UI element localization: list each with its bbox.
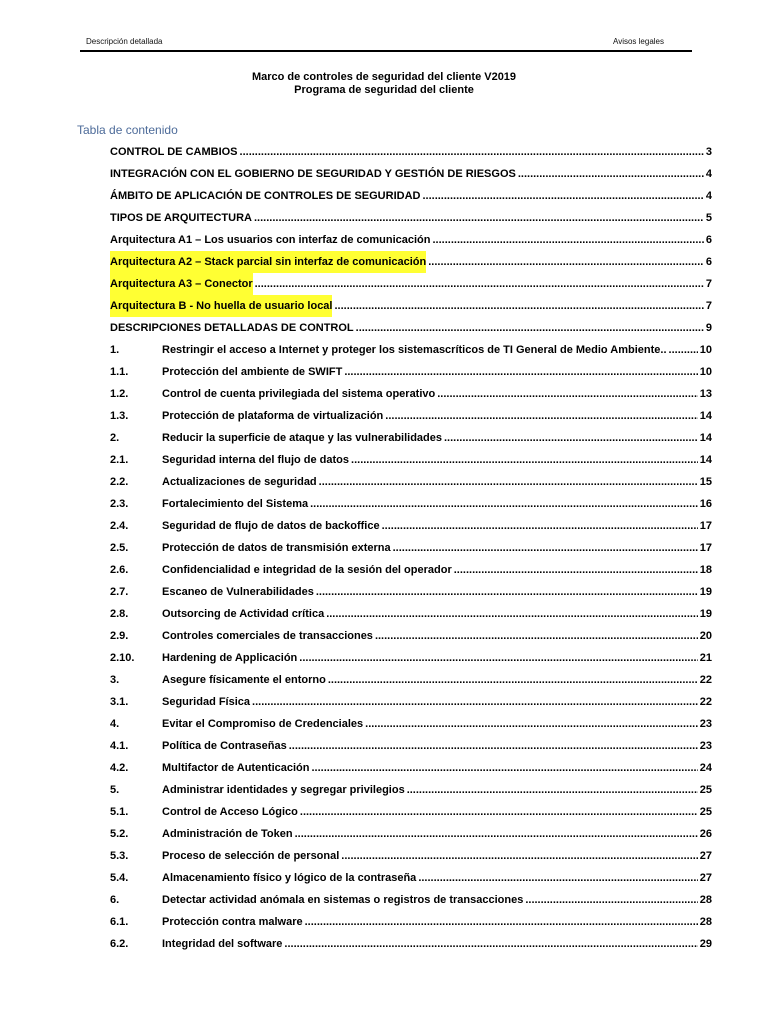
- toc-dot-leader: [428, 251, 704, 273]
- toc-entry-title: Arquitectura B - No huella de usuario local: [110, 295, 332, 317]
- toc-dot-leader: [305, 911, 698, 933]
- toc-entry-number: 3.1.: [110, 696, 129, 708]
- toc-dot-leader: [422, 185, 703, 207]
- toc-entry[interactable]: [110, 185, 712, 207]
- toc-entry-title: CONTROL DE CAMBIOS: [110, 146, 238, 158]
- toc-entry-number: 2.6.: [110, 564, 129, 576]
- toc-entry-title: Control de Acceso Lógico: [162, 806, 298, 818]
- toc-entry[interactable]: [110, 933, 712, 955]
- toc-entry-number: 5.1.: [110, 806, 129, 818]
- toc-entry[interactable]: [110, 867, 712, 889]
- toc-entry-number: 3.: [110, 674, 120, 686]
- toc-dot-leader: [365, 713, 698, 735]
- toc-entry-number: 1.2.: [110, 388, 129, 400]
- toc-entry[interactable]: [110, 427, 712, 449]
- table-of-contents: [110, 141, 712, 955]
- toc-entry[interactable]: [110, 339, 712, 361]
- toc-dot-leader: [407, 779, 698, 801]
- toc-dot-leader: [393, 537, 698, 559]
- toc-dot-leader: [351, 449, 698, 471]
- toc-entry-page: 7: [705, 300, 712, 312]
- toc-dot-leader: [669, 339, 698, 361]
- toc-entry-number: 2.3.: [110, 498, 129, 510]
- toc-entry-number: 4.2.: [110, 762, 129, 774]
- toc-entry-page: 28: [699, 894, 712, 906]
- toc-entry-page: 17: [699, 520, 712, 532]
- toc-entry-page: 16: [699, 498, 712, 510]
- toc-entry-title: Política de Contraseñas: [162, 740, 287, 752]
- toc-entry-page: 10: [699, 366, 712, 378]
- toc-entry-page: 26: [699, 828, 712, 840]
- toc-dot-leader: [240, 141, 704, 163]
- toc-entry-number: 2.4.: [110, 520, 129, 532]
- toc-entry-number: 2.2.: [110, 476, 129, 488]
- header-right-text: Avisos legales: [613, 37, 664, 46]
- toc-dot-leader: [385, 405, 697, 427]
- toc-entry-title: Arquitectura A1 – Los usuarios con interfaz de comunicación: [110, 234, 431, 246]
- toc-dot-leader: [300, 801, 698, 823]
- toc-entry-page: 6: [705, 256, 712, 268]
- toc-entry[interactable]: [110, 911, 712, 933]
- toc-entry-page: 22: [699, 674, 712, 686]
- header-left-text: Descripción detallada: [86, 37, 163, 46]
- toc-entry[interactable]: [110, 669, 712, 691]
- toc-entry-title: Administrar identidades y segregar privilegios: [162, 784, 405, 796]
- toc-entry-title: Seguridad Física: [162, 696, 251, 708]
- toc-dot-leader: [295, 823, 698, 845]
- toc-entry-title: Confidencialidad e integridad de la sesión del operador: [162, 564, 452, 576]
- header-divider: [80, 50, 692, 52]
- toc-entry-title: Evitar el Compromiso de Credenciales: [162, 718, 364, 730]
- toc-dot-leader: [316, 581, 698, 603]
- toc-dot-leader: [344, 361, 697, 383]
- toc-dot-leader: [525, 889, 697, 911]
- toc-entry[interactable]: [110, 537, 712, 559]
- toc-dot-leader: [299, 647, 697, 669]
- toc-entry-number: 4.: [110, 718, 120, 730]
- toc-entry-page: 4: [705, 168, 712, 180]
- toc-entry-title: TIPOS DE ARQUITECTURA: [110, 212, 252, 224]
- toc-entry-number: 5.2.: [110, 828, 129, 840]
- toc-entry-number: 2.10.: [110, 652, 135, 664]
- toc-dot-leader: [312, 757, 698, 779]
- toc-entry-title: Almacenamiento físico y lógico de la contraseña: [162, 872, 417, 884]
- toc-entry-page: 19: [699, 586, 712, 598]
- toc-dot-leader: [518, 163, 704, 185]
- toc-dot-leader: [437, 383, 698, 405]
- toc-entry-number: 5.: [110, 784, 120, 796]
- toc-entry-title: Seguridad interna del flujo de datos: [162, 454, 350, 466]
- toc-entry-number: 1.1.: [110, 366, 129, 378]
- toc-entry-page: 22: [699, 696, 712, 708]
- toc-entry[interactable]: [110, 405, 712, 427]
- toc-entry[interactable]: [110, 823, 712, 845]
- toc-dot-leader: [328, 669, 698, 691]
- toc-entry-number: 6.1.: [110, 916, 129, 928]
- toc-entry[interactable]: [110, 273, 712, 295]
- toc-entry-page: 25: [699, 806, 712, 818]
- toc-entry-title: Hardening de Applicación: [162, 652, 298, 664]
- toc-dot-leader: [319, 471, 698, 493]
- toc-entry-page: 17: [699, 542, 712, 554]
- toc-dot-leader: [375, 625, 698, 647]
- toc-entry-number: 2.9.: [110, 630, 129, 642]
- toc-entry-page: 28: [699, 916, 712, 928]
- toc-entry-page: 13: [699, 388, 712, 400]
- toc-entry-page: 27: [699, 850, 712, 862]
- toc-entry[interactable]: [110, 801, 712, 823]
- toc-dot-leader: [289, 735, 698, 757]
- toc-entry-page: 3: [705, 146, 712, 158]
- toc-entry-number: 6.: [110, 894, 120, 906]
- toc-entry-title: Proceso de selección de personal: [162, 850, 340, 862]
- toc-entry-title: ÁMBITO DE APLICACIÓN DE CONTROLES DE SEGURIDAD: [110, 190, 421, 202]
- toc-entry[interactable]: [110, 559, 712, 581]
- toc-entry-title: INTEGRACIÓN CON EL GOBIERNO DE SEGURIDAD Y GESTIÓN DE RIESGOS: [110, 168, 516, 180]
- toc-entry-title: Detectar actividad anómala en sistemas o registros de transacciones: [162, 894, 524, 906]
- toc-dot-leader: [418, 867, 697, 889]
- toc-dot-leader: [326, 603, 698, 625]
- toc-entry-title: Multifactor de Autenticación: [162, 762, 310, 774]
- toc-entry-title: DESCRIPCIONES DETALLADAS DE CONTROL: [110, 322, 354, 334]
- toc-entry[interactable]: [110, 779, 712, 801]
- toc-entry-title: Protección contra malware: [162, 916, 303, 928]
- toc-entry-title: Escaneo de Vulnerabilidades: [162, 586, 314, 598]
- toc-dot-leader: [454, 559, 698, 581]
- toc-heading: Tabla de contenido: [77, 123, 178, 137]
- toc-entry-title: Arquitectura A2 – Stack parcial sin interfaz de comunicación: [110, 251, 426, 273]
- toc-entry-page: 29: [699, 938, 712, 950]
- toc-entry-number: 4.1.: [110, 740, 129, 752]
- toc-entry[interactable]: [110, 251, 712, 273]
- toc-entry-number: 2.1.: [110, 454, 129, 466]
- toc-entry-title: Reducir la superficie de ataque y las vulnerabilidades: [162, 432, 442, 444]
- toc-entry[interactable]: [110, 713, 712, 735]
- toc-entry-page: 14: [699, 454, 712, 466]
- toc-entry-page: 24: [699, 762, 712, 774]
- toc-dot-leader: [255, 273, 704, 295]
- toc-dot-leader: [341, 845, 697, 867]
- toc-entry-page: 10: [699, 344, 712, 356]
- toc-dot-leader: [334, 295, 703, 317]
- toc-entry-title: Controles comerciales de transacciones: [162, 630, 373, 642]
- toc-dot-leader: [310, 493, 698, 515]
- toc-entry-page: 27: [699, 872, 712, 884]
- toc-entry-title: Actualizaciones de seguridad: [162, 476, 317, 488]
- toc-entry-page: 25: [699, 784, 712, 796]
- toc-entry-page: 19: [699, 608, 712, 620]
- toc-entry[interactable]: [110, 471, 712, 493]
- toc-entry-title: Protección de plataforma de virtualización: [162, 410, 384, 422]
- toc-entry-number: 5.4.: [110, 872, 129, 884]
- toc-entry[interactable]: [110, 361, 712, 383]
- toc-entry[interactable]: [110, 449, 712, 471]
- toc-entry[interactable]: [110, 735, 712, 757]
- toc-entry-number: 2.5.: [110, 542, 129, 554]
- toc-entry[interactable]: [110, 757, 712, 779]
- document-subtitle: Programa de seguridad del cliente: [294, 84, 474, 96]
- toc-entry-page: 15: [699, 476, 712, 488]
- toc-entry-page: 4: [705, 190, 712, 202]
- toc-entry[interactable]: [110, 163, 712, 185]
- toc-entry-title: Restringir el acceso a Internet y proteger los sistemascríticos de TI General de Medio Ambiente..: [162, 344, 667, 356]
- toc-entry-title: Outsorcing de Actividad crítica: [162, 608, 325, 620]
- toc-entry-number: 2.7.: [110, 586, 129, 598]
- toc-entry[interactable]: [110, 515, 712, 537]
- toc-entry-page: 6: [705, 234, 712, 246]
- toc-entry-number: 6.2.: [110, 938, 129, 950]
- toc-entry[interactable]: [110, 493, 712, 515]
- toc-entry-title: Fortalecimiento del Sistema: [162, 498, 309, 510]
- toc-entry-page: 18: [699, 564, 712, 576]
- page-header: [86, 37, 690, 51]
- toc-entry-number: 2.8.: [110, 608, 129, 620]
- toc-dot-leader: [356, 317, 704, 339]
- toc-entry-title: Protección del ambiente de SWIFT: [162, 366, 343, 378]
- toc-entry-page: 5: [705, 212, 712, 224]
- toc-entry-page: 9: [705, 322, 712, 334]
- toc-entry-title: Protección de datos de transmisión externa: [162, 542, 391, 554]
- toc-entry-page: 14: [699, 410, 712, 422]
- toc-entry-title: Seguridad de flujo de datos de backoffice: [162, 520, 380, 532]
- toc-dot-leader: [444, 427, 698, 449]
- toc-entry[interactable]: [110, 317, 712, 339]
- toc-entry[interactable]: [110, 647, 712, 669]
- toc-dot-leader: [254, 207, 704, 229]
- toc-entry[interactable]: [110, 625, 712, 647]
- toc-entry-title: Asegure físicamente el entorno: [162, 674, 326, 686]
- toc-entry-page: 7: [705, 278, 712, 290]
- toc-entry-number: 1.: [110, 344, 120, 356]
- toc-entry-number: 5.3.: [110, 850, 129, 862]
- toc-entry-page: 14: [699, 432, 712, 444]
- toc-entry-title: Arquitectura A3 – Conector: [110, 273, 253, 295]
- toc-entry-page: 21: [699, 652, 712, 664]
- document-title: Marco de controles de seguridad del cliente V2019: [251, 71, 517, 83]
- toc-entry[interactable]: [110, 691, 712, 713]
- toc-dot-leader: [433, 229, 704, 251]
- toc-entry[interactable]: [110, 229, 712, 251]
- toc-dot-leader: [284, 933, 697, 955]
- toc-entry[interactable]: [110, 889, 712, 911]
- toc-dot-leader: [252, 691, 698, 713]
- toc-entry-page: 23: [699, 740, 712, 752]
- toc-entry-number: 1.3.: [110, 410, 129, 422]
- toc-dot-leader: [382, 515, 698, 537]
- toc-entry[interactable]: [110, 295, 712, 317]
- toc-entry-page: 20: [699, 630, 712, 642]
- toc-entry[interactable]: [110, 141, 712, 163]
- toc-entry[interactable]: [110, 845, 712, 867]
- toc-entry[interactable]: [110, 581, 712, 603]
- toc-entry[interactable]: [110, 383, 712, 405]
- toc-entry-number: 2.: [110, 432, 120, 444]
- toc-entry-page: 23: [699, 718, 712, 730]
- toc-entry[interactable]: [110, 603, 712, 625]
- toc-entry-title: Control de cuenta privilegiada del sistema operativo: [162, 388, 436, 400]
- toc-entry-title: Integridad del software: [162, 938, 283, 950]
- toc-entry-title: Administración de Token: [162, 828, 293, 840]
- toc-entry[interactable]: [110, 207, 712, 229]
